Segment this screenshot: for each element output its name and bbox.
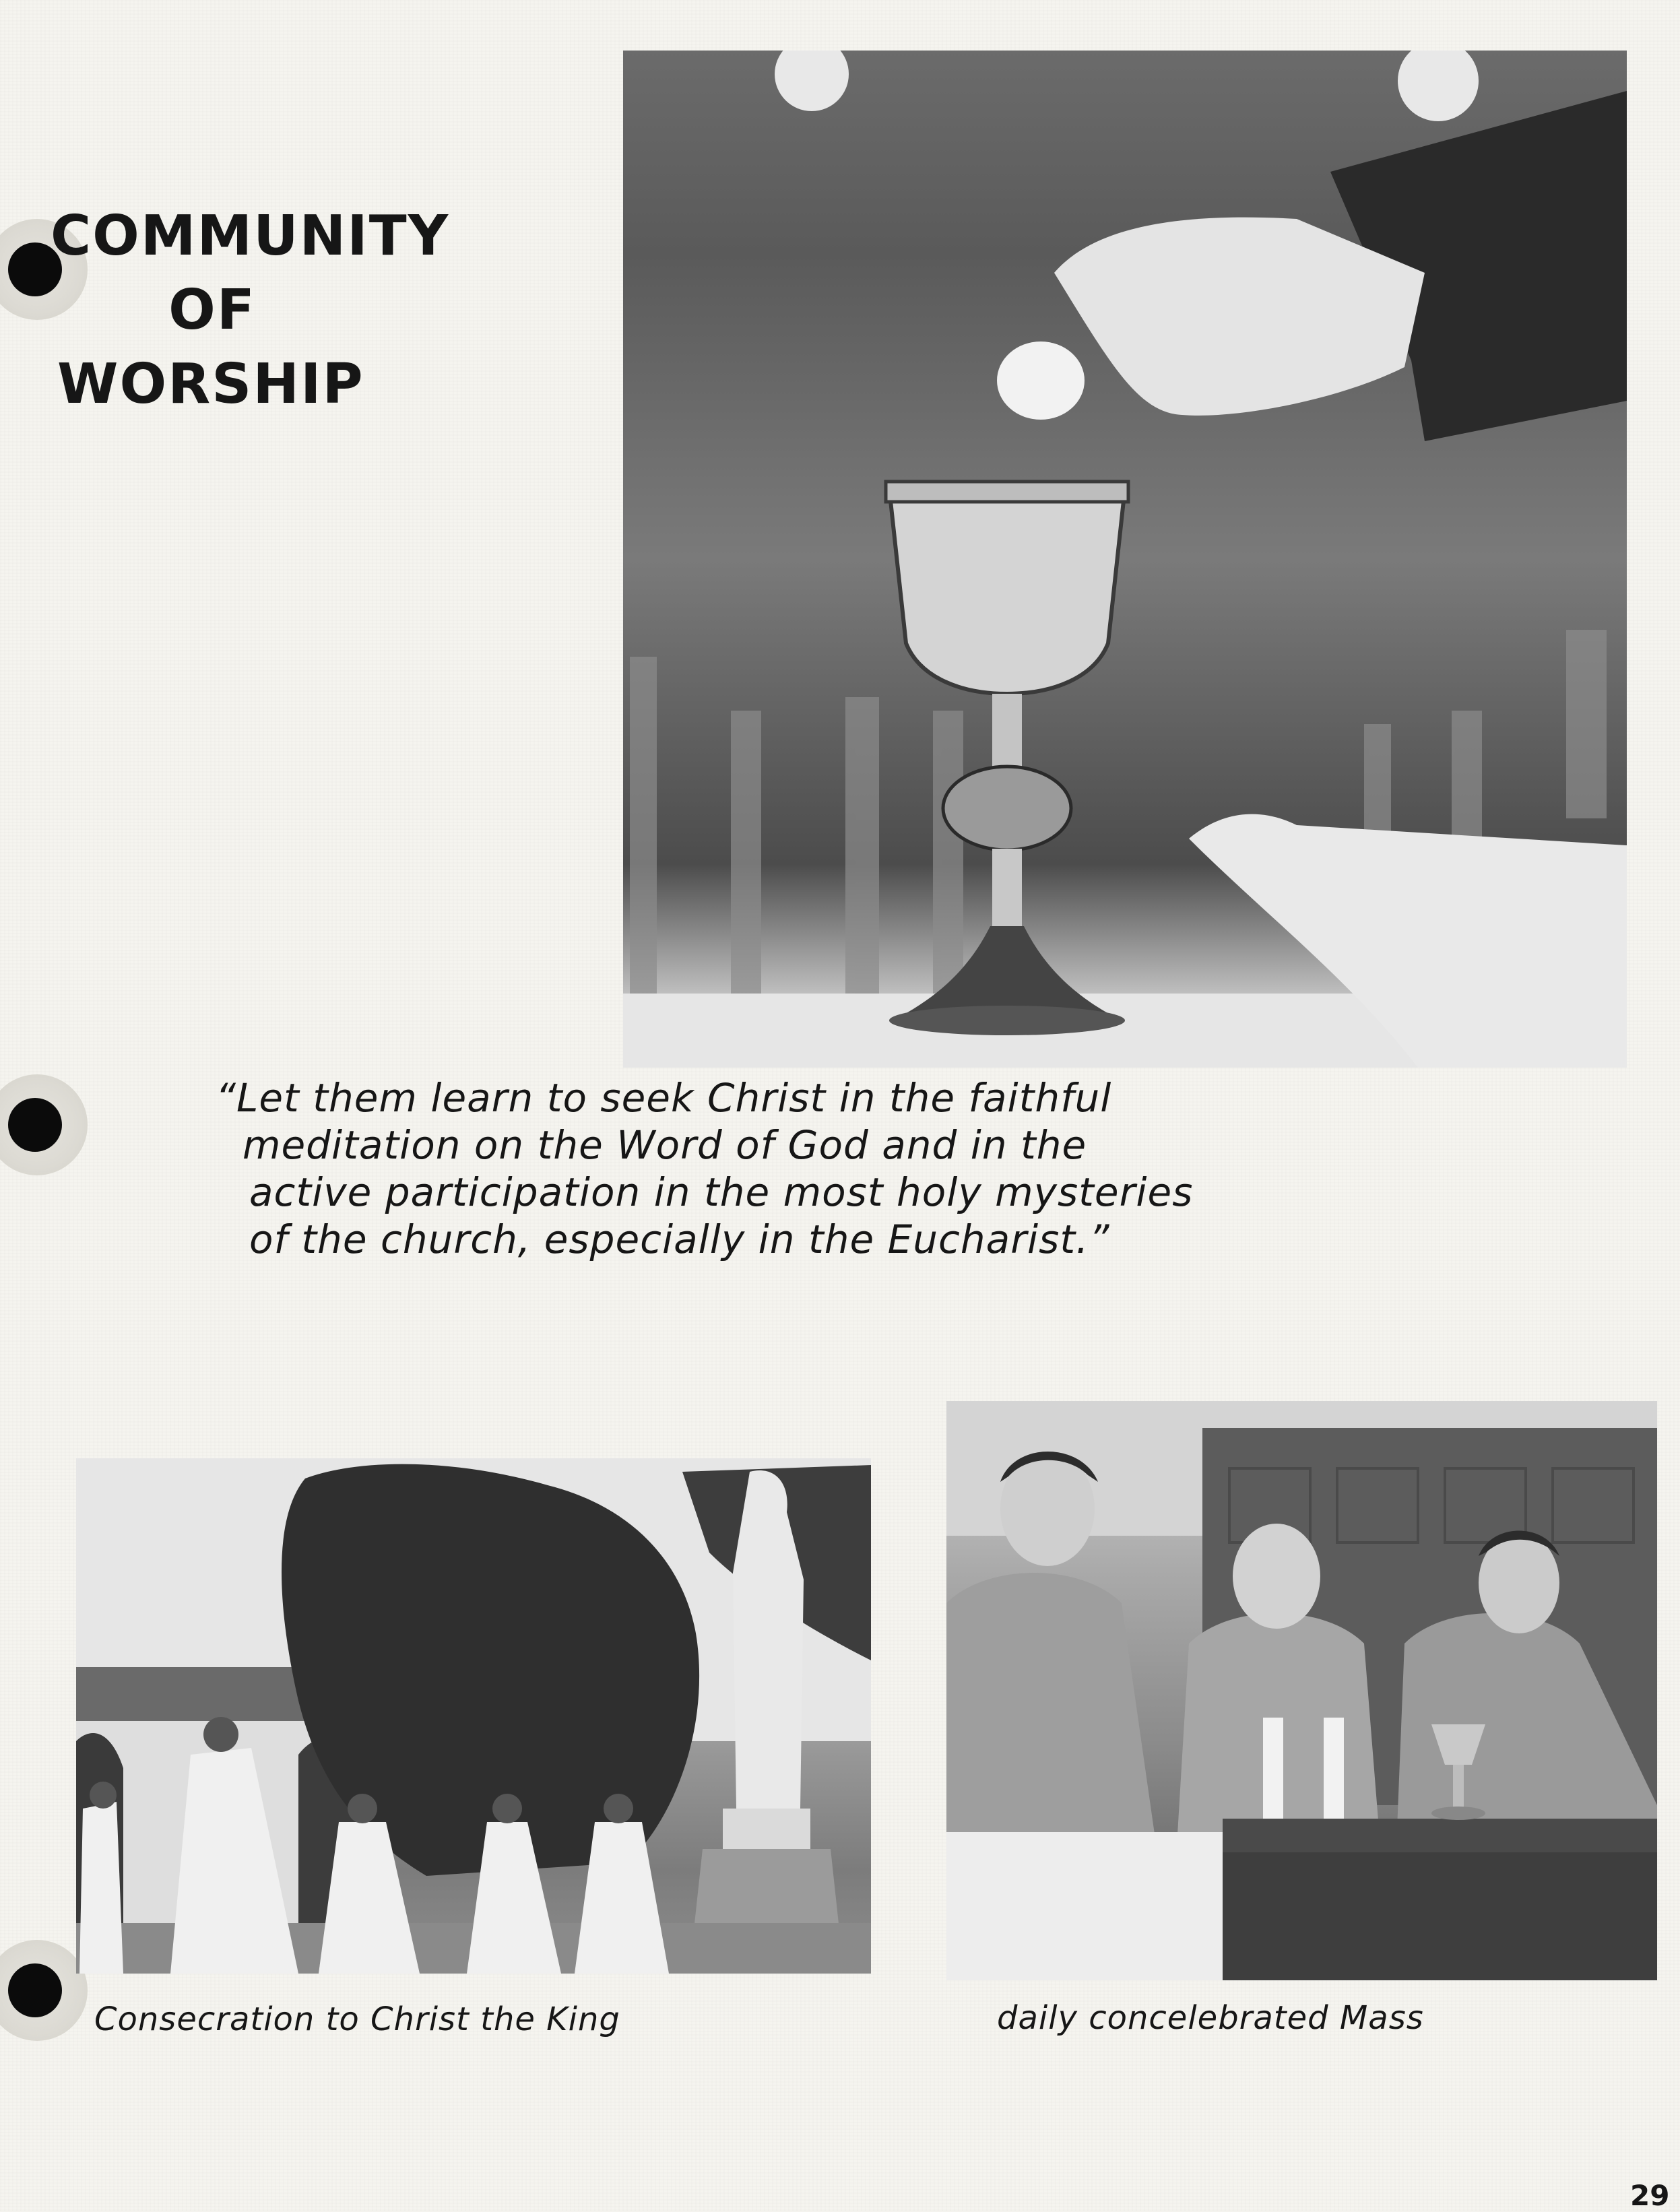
quote bbox=[216, 1074, 1428, 1263]
page-title bbox=[13, 204, 450, 416]
caption-consecration: Consecration to Christ the King bbox=[94, 2000, 620, 2038]
quote-line: “Let them learn to seek Christ in the faithful bbox=[216, 1075, 1112, 1121]
binder-hole bbox=[0, 1940, 88, 2041]
page-number: 29 bbox=[1630, 2179, 1670, 2212]
caption-mass: daily concelebrated Mass bbox=[997, 1999, 1424, 2037]
binder-hole bbox=[0, 1074, 88, 1175]
quote-line: active participation in the most holy mysteries bbox=[249, 1169, 1194, 1215]
title-line: WORSHIP bbox=[57, 352, 364, 416]
title-line: COMMUNITY bbox=[51, 204, 450, 268]
quote-line: of the church, especially in the Eucharist.” bbox=[249, 1216, 1110, 1262]
chalice-photo bbox=[623, 51, 1627, 1068]
quote-line: meditation on the Word of God and in the bbox=[243, 1122, 1087, 1168]
title-line: OF bbox=[168, 278, 256, 342]
consecration-photo bbox=[76, 1458, 871, 1974]
mass-photo bbox=[946, 1401, 1657, 1980]
